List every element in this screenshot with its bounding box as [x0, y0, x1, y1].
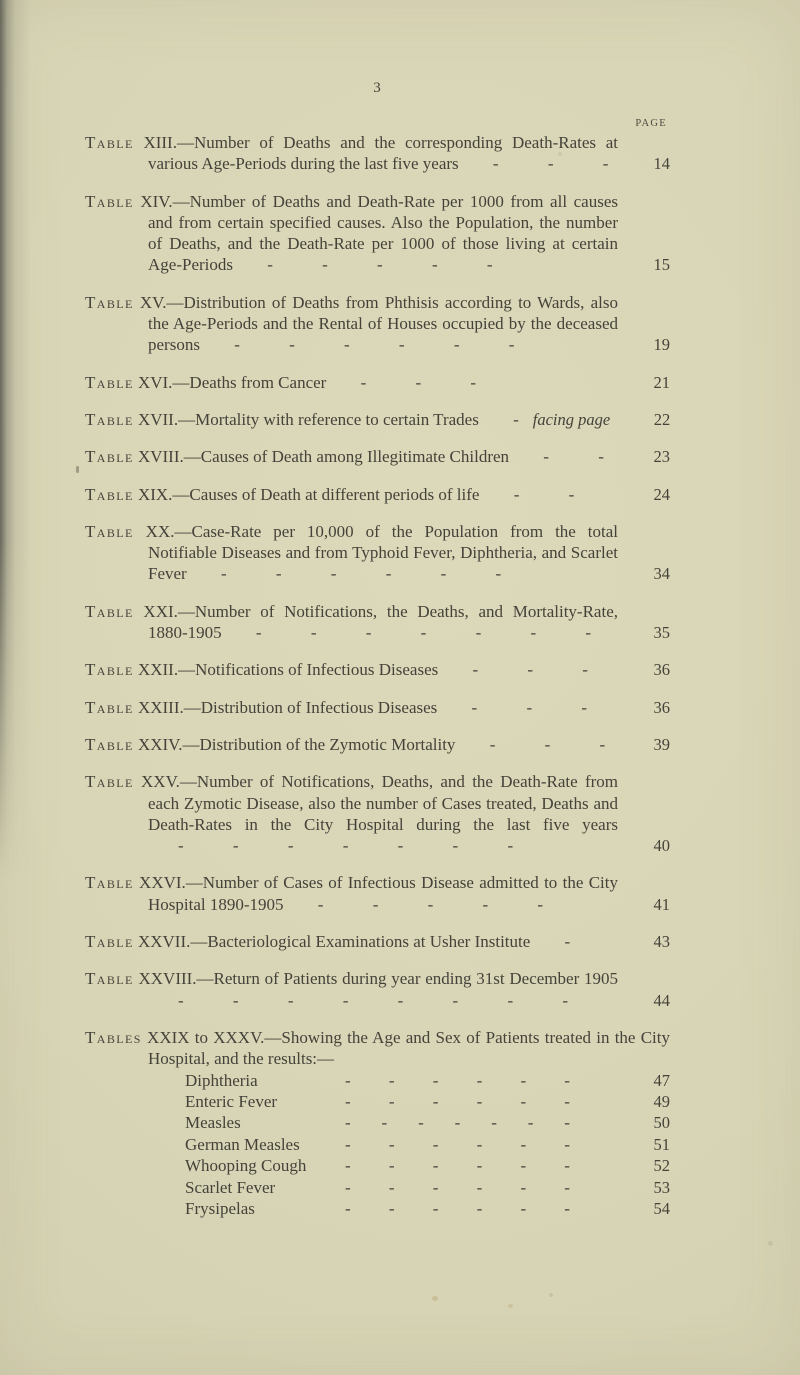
- leader-dashes: - - -: [492, 154, 609, 174]
- toc-entry-text: [85, 409, 519, 430]
- toc-entry-text: [85, 771, 618, 856]
- leader-dashes: - - - - - - -: [255, 623, 592, 643]
- entry-title: XXV.—Number of Notifications, Deaths, and the Death-Rate from each Zymotic Disease, also the number of Cases treated, Deaths and Death-Rates in the City Hospital during the last five years: [141, 772, 618, 834]
- entry-label: Table: [85, 409, 134, 429]
- toc-sub-item: [85, 1134, 670, 1155]
- leader-dashes: - - -: [472, 660, 588, 680]
- toc-entry-text: [85, 659, 618, 680]
- entry-page-number: 39: [653, 734, 670, 754]
- entry-page-number: 24: [653, 484, 670, 504]
- leader-dashes: - - - - - -: [345, 1177, 570, 1197]
- toc-entry: [85, 372, 670, 393]
- entry-page-number: 36: [653, 697, 670, 717]
- entry-label: Table: [85, 697, 134, 717]
- entry-page-number: 19: [653, 335, 670, 355]
- entry-label: Table: [85, 484, 134, 504]
- entry-page-number: 15: [653, 255, 670, 275]
- toc-entry: [85, 446, 670, 467]
- toc-entry-text: [85, 292, 618, 356]
- sub-item-name: Diphtheria: [185, 1070, 258, 1090]
- entry-label: Table: [85, 601, 134, 621]
- sub-item-page: 47: [653, 1070, 670, 1090]
- entry-title: XIV.—Number of Deaths and Death-Rate per 1000 from all causes and from certain specified causes. Also the Population, the number of Deaths, and the Death-Rate per 1000 of those living at certain Age-Periods: [140, 191, 618, 275]
- toc-content: [85, 118, 670, 1219]
- entry-title: XXII.—Notifications of Infectious Diseases: [137, 660, 439, 680]
- toc-entry: [85, 968, 670, 1011]
- sub-item-page: 49: [653, 1092, 670, 1112]
- entry-title: XXIII.—Distribution of Infectious Diseases: [137, 697, 438, 717]
- leader-dashes: - - - - - -: [234, 335, 515, 355]
- toc-sub-item: [85, 1091, 670, 1112]
- entry-title: XXI.—Number of Notifications, the Deaths, and Mortality-Rate, 1880-1905: [143, 601, 618, 643]
- entry-label: Table: [85, 191, 134, 211]
- toc-sub-item: [85, 1155, 670, 1176]
- leader-dashes: - - -: [489, 734, 606, 754]
- toc-entry: [85, 601, 670, 644]
- toc-entry-text: [85, 521, 618, 585]
- leader-dashes: - - - - - -: [345, 1091, 570, 1111]
- entry-title: XX.—Case-Rate per 10,000 of the Population from the total Notifiable Diseases and from Typhoid Fever, Diphtheria, and Scarlet Fever: [145, 521, 619, 584]
- entry-title: XVII.—Mortality with reference to certain Trades: [137, 409, 479, 429]
- page-column-header: PAGE: [635, 118, 667, 129]
- entry-label: Table: [85, 521, 134, 541]
- toc-entry: [85, 521, 670, 585]
- paper-speck: [432, 1296, 438, 1301]
- leader-dashes: - - - - - - -: [178, 836, 514, 856]
- toc-entry: [85, 484, 670, 505]
- sub-item-page: 51: [653, 1134, 670, 1154]
- entry-page-number: 22: [653, 409, 671, 429]
- entry-label: Table: [85, 772, 134, 792]
- leader-dashes: - - - - - -: [220, 564, 502, 584]
- entry-page-number: 34: [653, 564, 670, 584]
- toc-entry-text: [85, 697, 618, 718]
- toc-sub-item: [85, 1198, 670, 1219]
- entry-title: XXIV.—Distribution of the Zymotic Mortality: [137, 734, 456, 754]
- toc-sub-item: [85, 1070, 670, 1091]
- toc-entry-text: [85, 446, 618, 467]
- sub-item-page: 52: [653, 1156, 670, 1176]
- leader-dashes: - -: [513, 484, 575, 504]
- toc-entry: [85, 931, 670, 952]
- entry-label: Table: [85, 292, 134, 312]
- leader-dashes: - - - - -: [267, 255, 493, 275]
- entry-page-number: 21: [653, 372, 670, 392]
- leader-dashes: -: [513, 409, 519, 429]
- leader-dashes: - - - - -: [317, 894, 544, 914]
- leader-dashes: - - - - - -: [345, 1156, 570, 1176]
- entry-label: Table: [85, 873, 134, 893]
- toc-entry-text: [85, 734, 618, 755]
- page-gutter-shadow: [0, 0, 30, 900]
- entry-page-number: 23: [653, 447, 670, 467]
- sub-item-name: Enteric Fever: [185, 1091, 278, 1111]
- toc-group-heading-text: [85, 1027, 670, 1070]
- entry-title: XXVI.—Number of Cases of Infectious Disease admitted to the City Hospital 1890-1905: [139, 873, 618, 914]
- toc-entry: [85, 132, 670, 175]
- leader-dashes: - - -: [471, 697, 588, 717]
- entry-title: XXIX to XXXV.—Showing the Age and Sex of Patients treated in the City Hospital, and the results:—: [147, 1027, 671, 1069]
- toc-entry-text: [85, 931, 618, 952]
- toc-entry: [85, 409, 670, 430]
- sub-item-page: 54: [653, 1199, 670, 1219]
- leader-dashes: - - -: [360, 372, 477, 392]
- entry-title: XVI.—Deaths from Cancer: [137, 372, 327, 392]
- sub-item-page: 50: [653, 1113, 670, 1133]
- entry-page-number: 14: [653, 154, 670, 174]
- entry-label: Table: [85, 734, 134, 754]
- entry-note: facing page: [532, 409, 611, 429]
- entry-page-number: 40: [653, 836, 670, 856]
- toc-sub-items: [85, 1070, 670, 1220]
- toc-entry: [85, 771, 670, 856]
- entry-title: XVIII.—Causes of Death among Illegitimate Children: [137, 447, 510, 467]
- toc-entry: [85, 697, 670, 718]
- toc-entry: [85, 734, 670, 755]
- toc-entry-text: [85, 191, 618, 276]
- toc-sub-item: [85, 1112, 670, 1133]
- entry-page-number: 43: [653, 932, 670, 952]
- entry-label: Table: [85, 372, 134, 392]
- toc-entry-text: [85, 132, 618, 175]
- leader-dashes: - - - - - -: [345, 1070, 570, 1090]
- toc-sub-item: [85, 1177, 670, 1198]
- sub-item-name: Frysipelas: [185, 1198, 255, 1218]
- paper-speck: [76, 466, 79, 473]
- leader-dashes: - -: [543, 447, 604, 467]
- entry-page-number: 44: [653, 990, 670, 1010]
- paper-speck: [768, 1241, 773, 1246]
- paper-speck: [558, 152, 562, 156]
- entry-title: XXVII.—Bacteriological Examinations at Usher Institute: [137, 932, 531, 952]
- toc-entries: [85, 132, 670, 1011]
- sub-item-page: 53: [653, 1177, 670, 1197]
- entry-page-number: 41: [653, 894, 670, 914]
- entry-title: XIX.—Causes of Death at different periods of life: [137, 484, 480, 504]
- toc-entry: [85, 659, 670, 680]
- entry-label: Table: [85, 932, 134, 952]
- entry-label: Table: [85, 133, 134, 152]
- entry-title: XV.—Distribution of Deaths from Phthisis according to Wards, also the Age-Periods and the Rental of Houses occupied by the deceased persons: [139, 292, 618, 355]
- leader-dashes: - - - - - -: [345, 1134, 570, 1154]
- toc-entry: [85, 191, 670, 276]
- entry-label: Table: [85, 447, 134, 467]
- toc-entry: [85, 292, 670, 356]
- toc-group-heading: [85, 1027, 670, 1070]
- folio-number: 3: [373, 80, 382, 96]
- entry-title: XIII.—Number of Deaths and the corresponding Death-Rates at various Age-Periods during the last five years: [143, 133, 618, 174]
- paper-speck: [549, 1293, 553, 1297]
- sub-item-name: Measles: [185, 1113, 241, 1133]
- entry-label: Table: [85, 660, 134, 680]
- entry-page-number: 36: [653, 660, 670, 680]
- entry-label: Table: [85, 969, 134, 989]
- toc-entry-text: [85, 372, 618, 393]
- entry-title: XXVIII.—Return of Patients during year ending 31st December 1905: [138, 969, 618, 989]
- toc-entry-text: [85, 968, 618, 1011]
- paper-speck: [508, 1304, 513, 1308]
- sub-item-name: German Measles: [185, 1134, 300, 1154]
- entry-page-number: 35: [653, 623, 670, 643]
- toc-entry-text: [85, 872, 618, 915]
- sub-item-name: Scarlet Fever: [185, 1177, 276, 1197]
- leader-dashes: - - - - - -: [345, 1198, 570, 1218]
- toc-entry-text: [85, 601, 618, 644]
- toc-entry-text: [85, 484, 618, 505]
- leader-dashes: - - - - - - - -: [178, 990, 569, 1010]
- sub-item-name: Whooping Cough: [185, 1156, 307, 1176]
- leader-dashes: - - - - - - -: [345, 1113, 570, 1133]
- leader-dashes: -: [564, 932, 571, 952]
- toc-entry: [85, 872, 670, 915]
- entry-label: Tables: [85, 1027, 142, 1047]
